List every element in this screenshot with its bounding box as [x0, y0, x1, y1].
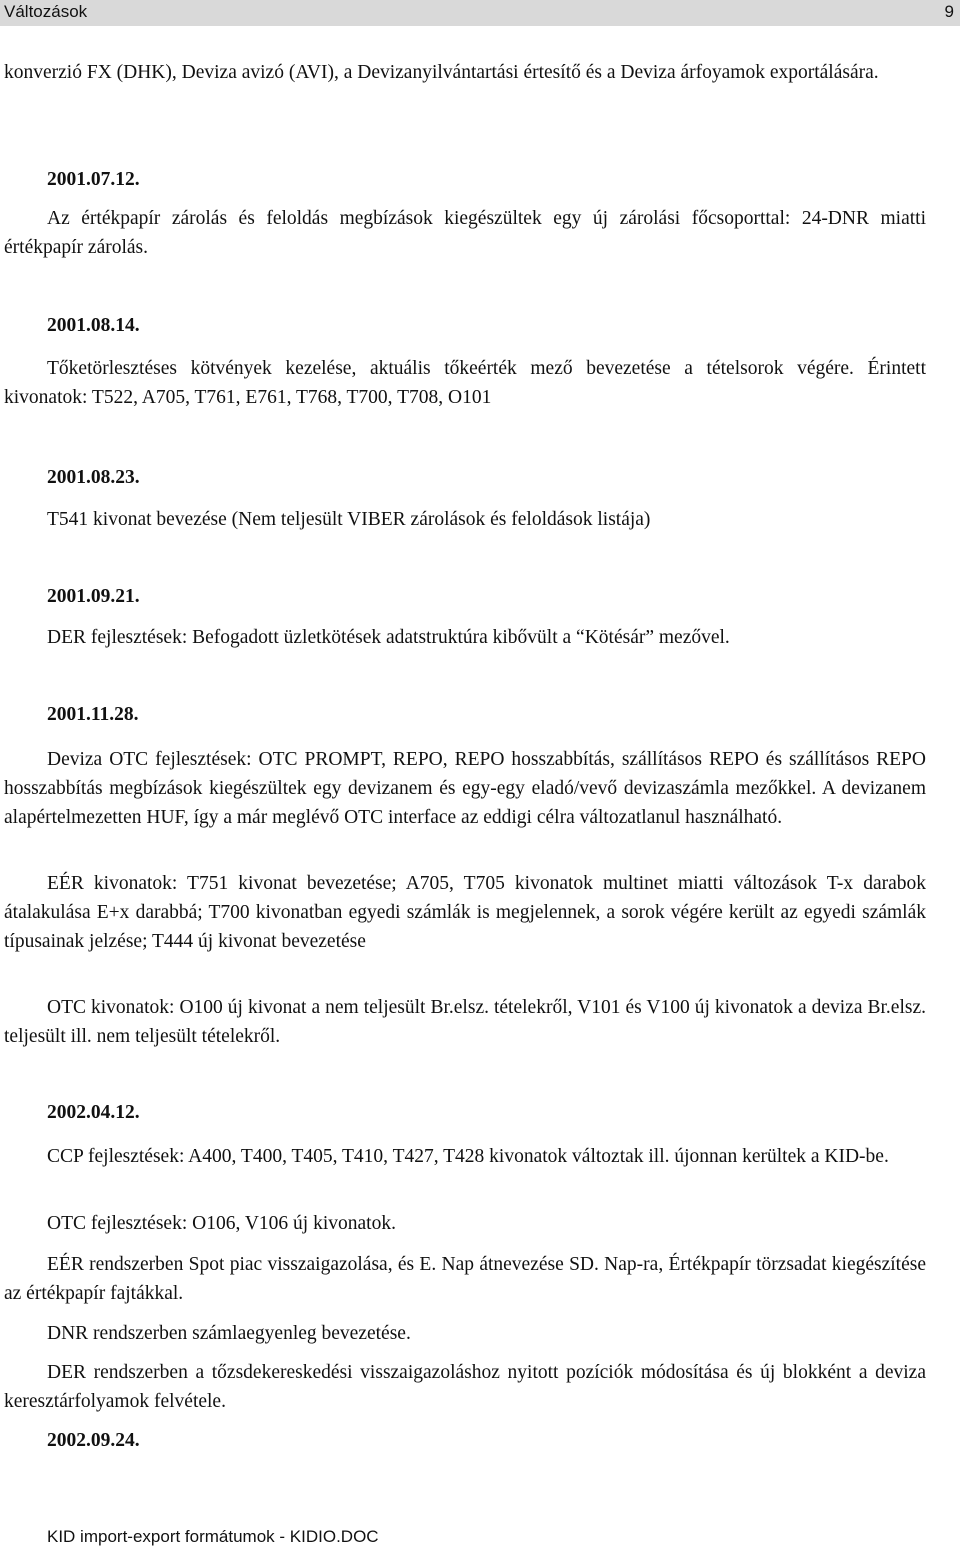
entry-paragraph: EÉR rendszerben Spot piac visszaigazolása, és E. Nap átnevezése SD. Nap-ra, Értékpapír törzsadat kiegészítése az értékpapír fajtákkal. [4, 1254, 926, 1304]
entry-date: 2002.04.12. [47, 1102, 140, 1123]
page-footer: KID import-export formátumok - KIDIO.DOC [47, 1527, 379, 1546]
page-number: 9 [944, 2, 954, 21]
entry-paragraph: Deviza OTC fejlesztések: OTC PROMPT, REPO, REPO hosszabbítás, szállításos REPO és szállításos REPO hosszabbítás megbízások kiegészültek egy devizanem és egy-egy eladó/vevő devizaszámla mezőkkel. A devizanem alapértelmezetten HUF, így a már meglévő OTC interface az eddigi célra változatlanul használható. [4, 749, 926, 828]
entry-date: 2002.09.24. [47, 1430, 140, 1451]
entry-date: 2001.09.21. [47, 586, 140, 607]
entry-paragraph: Tőketörlesztéses kötvények kezelése, aktuális tőkeérték mező bevezetése a tételsorok végére. Érintett kivonatok: T522, A705, T761, E761, T768, T700, T708, O101 [4, 358, 926, 408]
entry-date: 2001.11.28. [47, 704, 139, 725]
intro-paragraph: konverzió FX (DHK), Deviza avizó (AVI), a Devizanyilvántartási értesítő és a Deviza árfoyamok exportálására. [4, 62, 879, 83]
entry-paragraph: EÉR kivonatok: T751 kivonat bevezetése; A705, T705 kivonatok multinet miatti változások T-x darabok átalakulása E+x darabbá; T700 kivonatban egyedi számlák is megjelennek, a sorok végére került az egyedi számlák típusainak jelzése; T444 új kivonat bevezetése [4, 873, 926, 952]
header-title: Változások [4, 2, 88, 21]
entry-paragraph: DNR rendszerben számlaegyenleg bevezetése. [47, 1323, 411, 1344]
page-header [0, 0, 960, 26]
entry-paragraph: CCP fejlesztések: A400, T400, T405, T410, T427, T428 kivonatok változtak ill. újonnan kerültek a KID-be. [47, 1146, 889, 1167]
entry-paragraph: DER rendszerben a tőzsdekereskedési visszaigazoláshoz nyitott pozíciók módosítása és új blokként a deviza keresztárfolyamok felvétele. [4, 1362, 926, 1412]
entry-date: 2001.07.12. [47, 169, 140, 190]
entry-paragraph: OTC kivonatok: O100 új kivonat a nem teljesült Br.elsz. tételekről, V101 és V100 új kivonatok a deviza Br.elsz. teljesült ill. nem teljesült tételekről. [4, 997, 926, 1047]
entry-paragraph: Az értékpapír zárolás és feloldás megbízások kiegészültek egy új zárolási főcsoporttal: 24-DNR miatti értékpapír zárolás. [4, 208, 926, 258]
entry-date: 2001.08.23. [47, 467, 140, 488]
entry-paragraph: T541 kivonat bevezése (Nem teljesült VIBER zárolások és feloldások listája) [47, 509, 651, 530]
entry-paragraph: OTC fejlesztések: O106, V106 új kivonatok. [47, 1213, 396, 1234]
entry-paragraph: DER fejlesztések: Befogadott üzletkötések adatstruktúra kibővült a “Kötésár” mezővel. [47, 627, 730, 648]
entry-date: 2001.08.14. [47, 315, 140, 336]
